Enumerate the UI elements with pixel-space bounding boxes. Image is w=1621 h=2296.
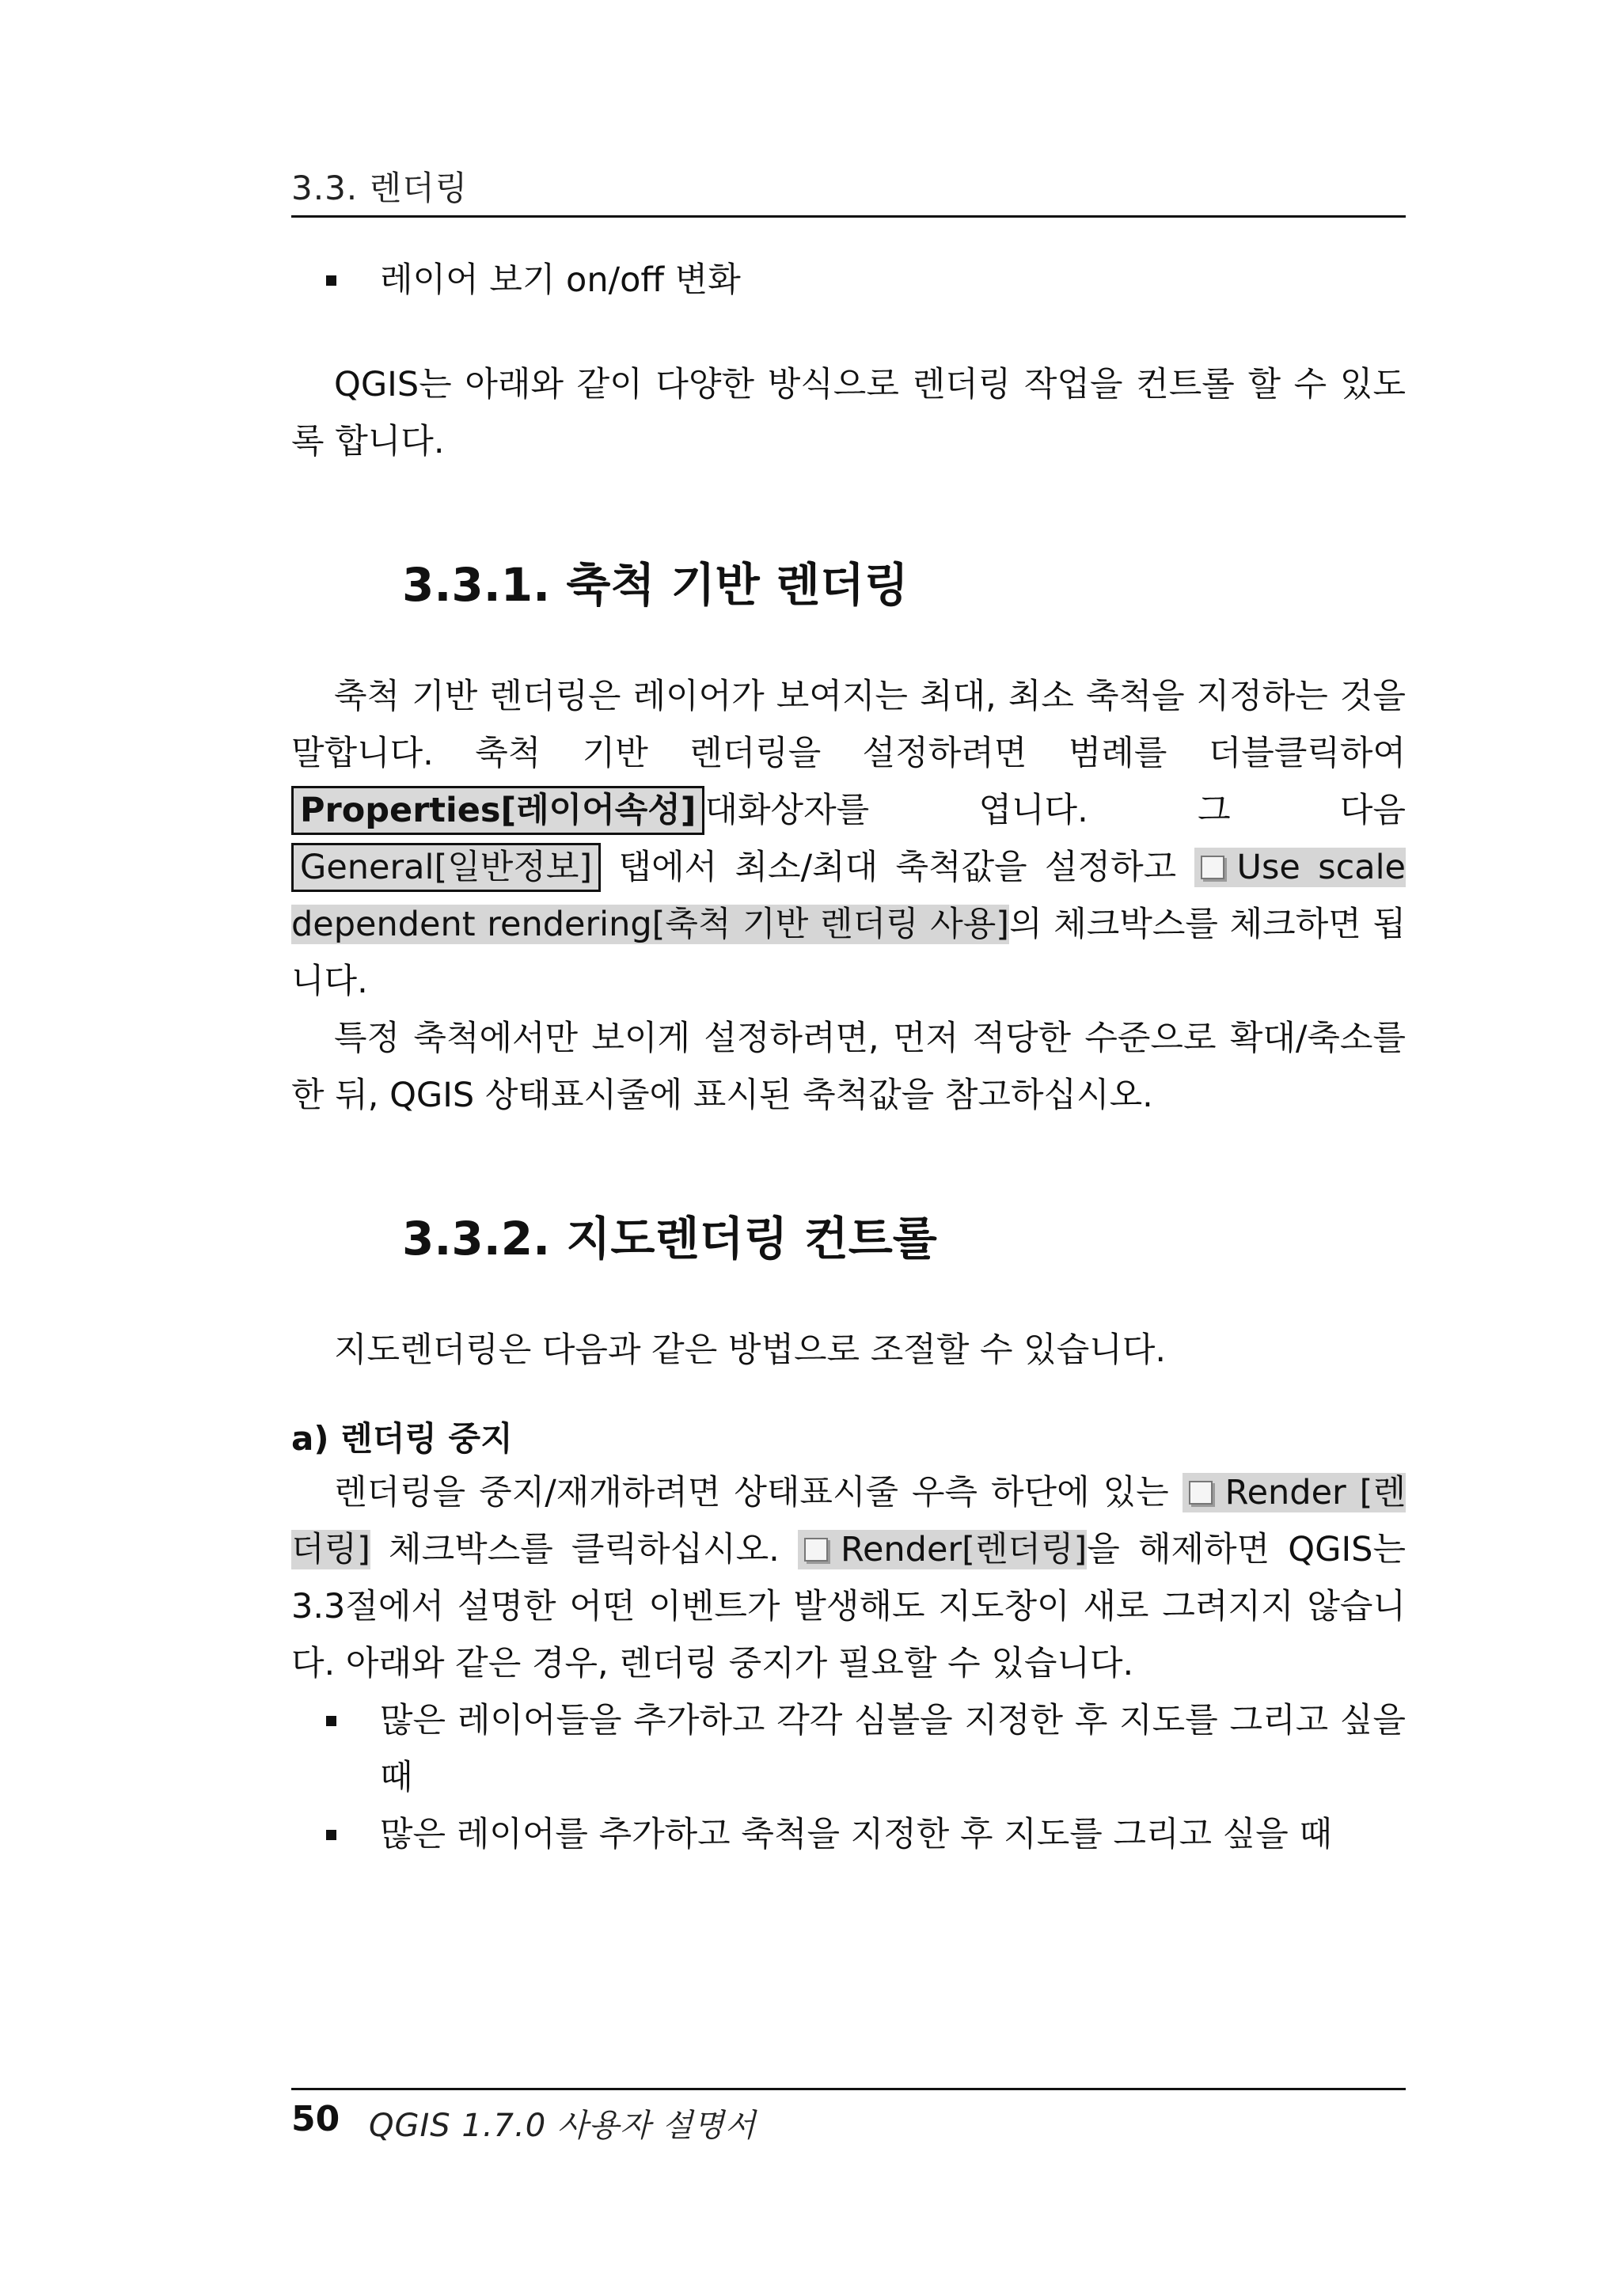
checkbox-icon — [1201, 856, 1224, 879]
intro-bullet-list — [291, 252, 1406, 309]
paragraph-text: 을 해제하면 QGIS는 3.3절에서 설명한 어떤 이벤트가 발생해도 지도창이 새로 그려지지 않습니다. 아래와 같은 경우, 렌더링 중지가 필요할 수 있습니다. — [291, 1530, 1406, 1683]
book-title: QGIS 1.7.0 사용자 설명서 — [369, 2108, 757, 2144]
list-item: 레이어 보기 on/off 변화 — [291, 252, 1406, 309]
general-tab-label: General[일반정보] — [291, 843, 601, 892]
paragraph-text: 축척 기반 렌더링은 레이어가 보여지는 최대, 최소 축척을 지정하는 것을 말합니다. 축척 기반 렌더링을 설정하려면 범례를 더블클릭하여 — [291, 677, 1406, 773]
render-stop-bullet-list — [291, 1692, 1406, 1863]
use-scale-option-label: Use scale dependent rendering[축척 기반 렌더링 사용] — [291, 848, 1406, 944]
render-stop-paragraph — [291, 1464, 1406, 1692]
paragraph-text: 대화상자를 엽니다. 그 다음 — [704, 791, 1406, 830]
intro-paragraph: QGIS는 아래와 같이 다양한 방식으로 렌더링 작업을 컨트롤 할 수 있도록 합니다. — [291, 365, 1406, 461]
render-checkbox-highlight-2 — [798, 1530, 1087, 1569]
list-item: 많은 레이어들을 추가하고 각각 심볼을 지정한 후 지도를 그리고 싶을 때 — [291, 1692, 1406, 1806]
header-rule — [291, 215, 1406, 218]
section-title-3-3-1: 3.3.1. 축척 기반 렌더링 — [402, 558, 909, 612]
page-content — [291, 252, 1406, 1863]
scale-tip-paragraph: 특정 축척에서만 보이게 설정하려면, 먼저 적당한 수준으로 확대/축소를 한 뒤, QGIS 상태표시줄에 표시된 축척값을 참고하십시오. — [291, 1019, 1406, 1115]
paragraph-text: 렌더링을 중지/재개하려면 상태표시줄 우측 하단에 있는 — [334, 1473, 1183, 1512]
running-header: 3.3. 렌더링 — [291, 169, 469, 207]
map-rendering-intro: 지도렌더링은 다음과 같은 방법으로 조절할 수 있습니다. — [334, 1330, 1167, 1370]
page-number: 50 — [291, 2099, 340, 2139]
paragraph-text: 의 체크박스를 체크하면 됩니다. — [291, 905, 1406, 1001]
section-title-3-3-2: 3.3.2. 지도렌더링 컨트롤 — [402, 1212, 937, 1266]
checkbox-icon — [1189, 1481, 1213, 1505]
properties-dialog-label: Properties[레이어속성] — [291, 786, 704, 835]
render-checkbox-label: Render [렌더링] — [291, 1473, 1406, 1569]
footer-rule — [291, 2088, 1406, 2090]
scale-rendering-paragraph — [291, 668, 1406, 1010]
paragraph-text: 체크박스를 클릭하십시오. — [370, 1530, 798, 1569]
paragraph-text: 탭에서 최소/최대 축척값을 설정하고 — [601, 848, 1194, 887]
list-item: 많은 레이어를 추가하고 축척을 지정한 후 지도를 그리고 싶을 때 — [291, 1806, 1406, 1863]
render-checkbox-label-2: Render[렌더링] — [841, 1530, 1088, 1569]
subsection-title-a: a) 렌더링 중지 — [291, 1419, 513, 1458]
checkbox-icon — [804, 1538, 828, 1562]
